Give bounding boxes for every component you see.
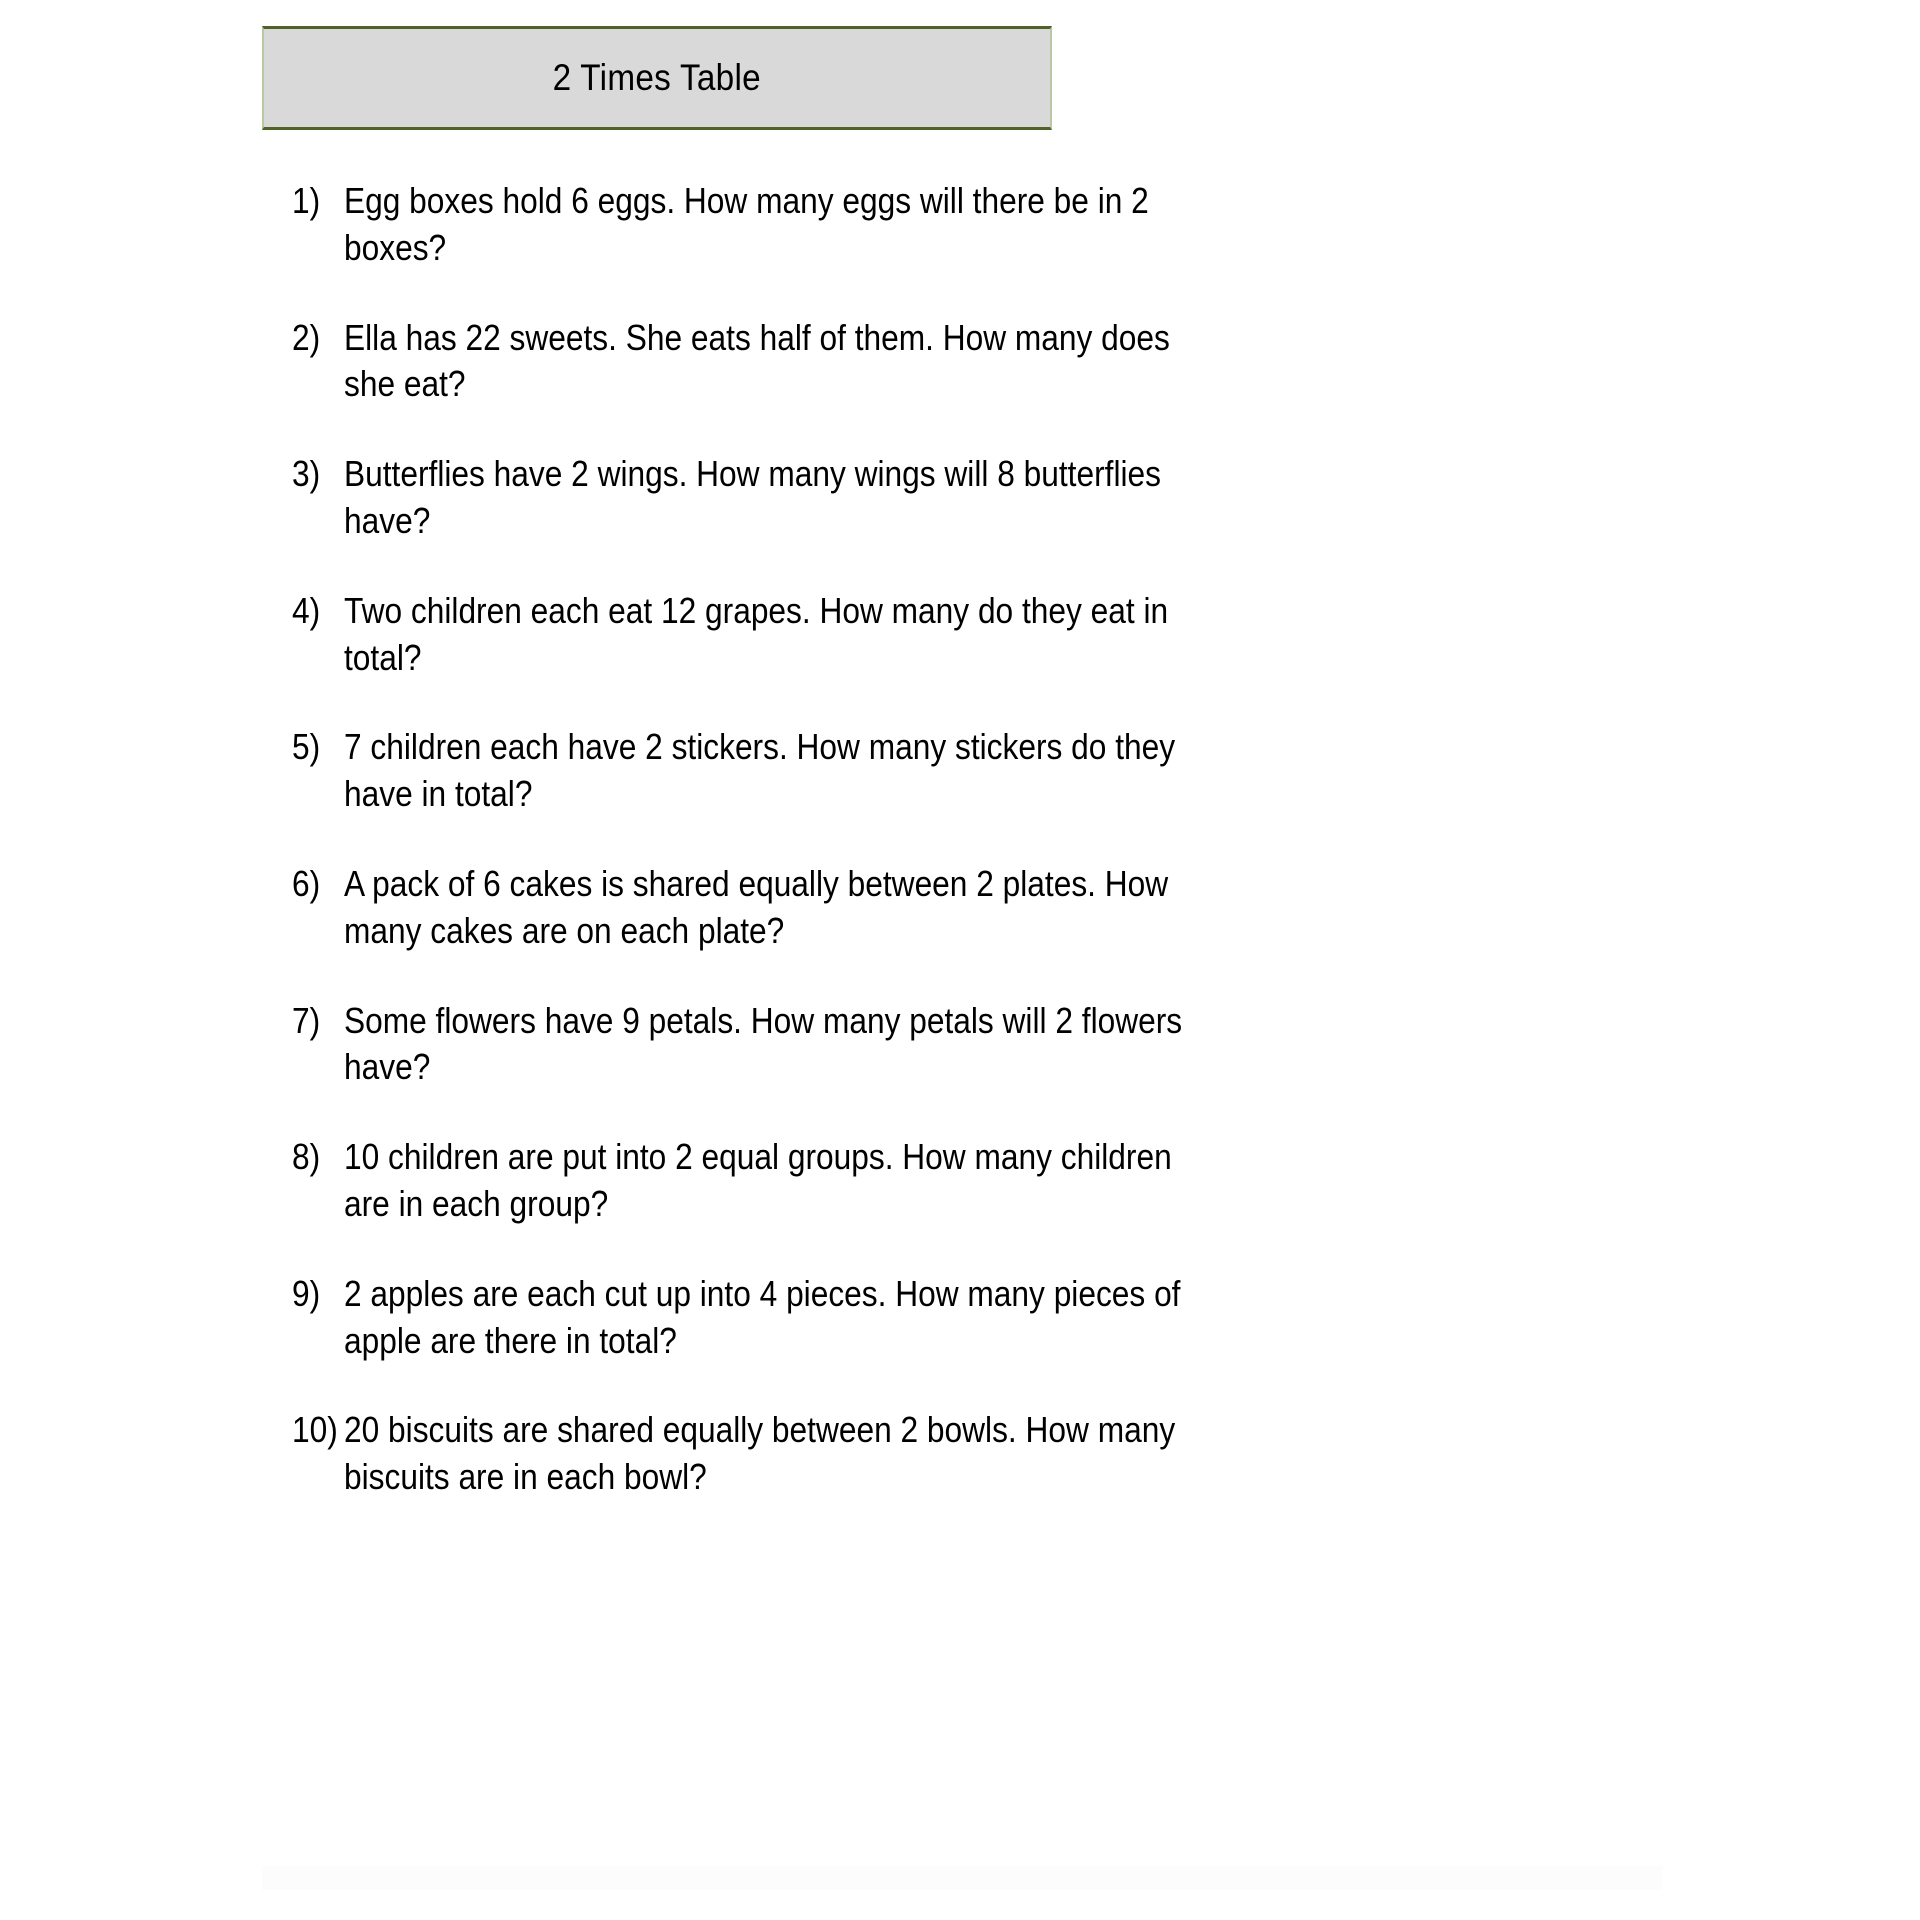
list-item (292, 861, 1302, 955)
list-item (292, 724, 1302, 818)
list-item-text: Ella has 22 sweets. She eats half of them. How many does she eat? (344, 316, 1170, 405)
list-item (292, 1271, 1302, 1365)
list-item-number: 1) (292, 180, 321, 221)
page-title: 2 Times Table (552, 56, 762, 98)
list-item-text: Butterflies have 2 wings. How many wings will 8 butterflies have? (344, 453, 1161, 541)
list-item (292, 1407, 1302, 1501)
list-item-text: Egg boxes hold 6 eggs. How many eggs will there be in 2 boxes? (344, 180, 1149, 268)
list-item (292, 315, 1302, 409)
list-item-number: 6) (292, 862, 321, 904)
title-box (262, 26, 1052, 130)
list-item-number: 2) (292, 316, 321, 358)
list-item-number: 10) (292, 1409, 338, 1451)
list-item-text: Some flowers have 9 petals. How many petals will 2 flowers have? (344, 999, 1183, 1088)
list-item-text: 2 apples are each cut up into 4 pieces. How many pieces of apple are there in total? (344, 1272, 1181, 1361)
list-item (292, 588, 1302, 682)
list-item-text: 10 children are put into 2 equal groups. How many children are in each group? (344, 1136, 1172, 1224)
question-list (292, 178, 1302, 1544)
list-item-number: 9) (292, 1272, 321, 1314)
list-item-number: 3) (292, 453, 321, 495)
list-item-number: 7) (292, 999, 321, 1041)
footer-band (262, 1866, 1662, 1890)
list-item-text: 7 children each have 2 stickers. How many stickers do they have in total? (344, 726, 1176, 815)
list-item-text: 20 biscuits are shared equally between 2 bowls. How many biscuits are in each bowl? (344, 1409, 1176, 1498)
list-item-text: Two children each eat 12 grapes. How many do they eat in total? (344, 589, 1169, 678)
list-item (292, 178, 1302, 272)
list-item-number: 5) (292, 726, 321, 768)
list-item-number: 8) (292, 1136, 321, 1178)
list-item (292, 998, 1302, 1092)
list-item (292, 1134, 1302, 1228)
list-item-number: 4) (292, 589, 321, 631)
list-item-text: A pack of 6 cakes is shared equally between 2 plates. How many cakes are on each plate? (344, 862, 1169, 951)
list-item (292, 451, 1302, 545)
